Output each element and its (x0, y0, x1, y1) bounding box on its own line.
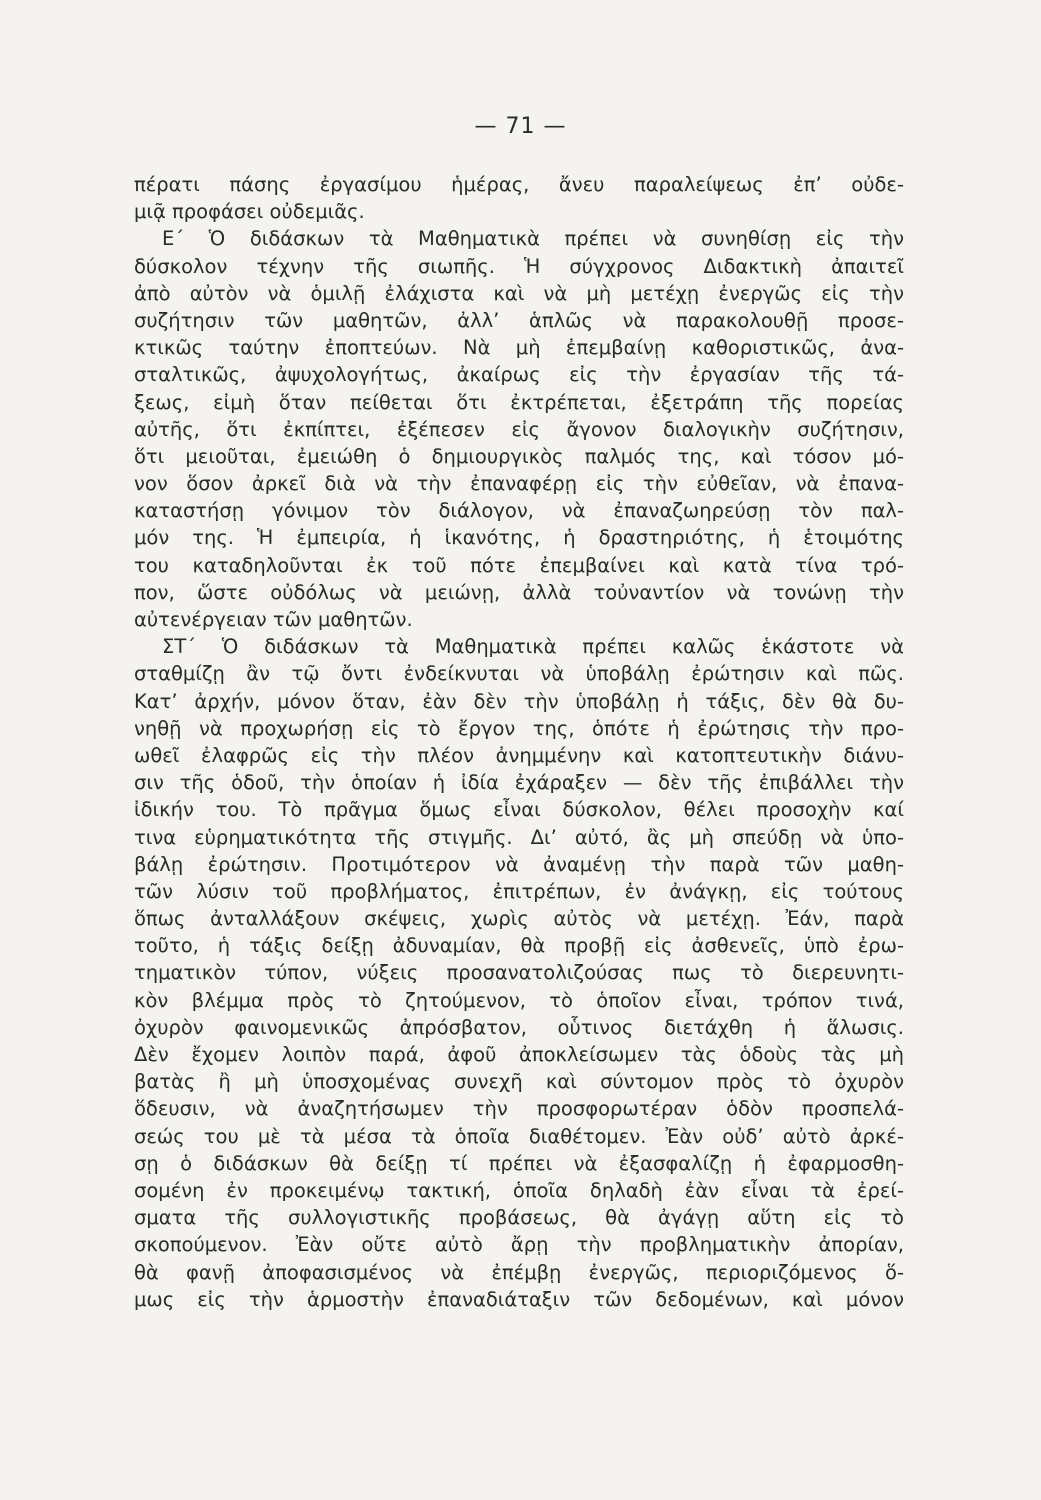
text-line: ἰδικήν του. Τὸ πρᾶγμα ὅμως εἶναι δύσκολον, θέλει προσοχὴν καί (134, 798, 904, 822)
text-line: τοῦτο, ἡ τάξις δείξῃ ἀδυναμίαν, θὰ προβῇ εἰς ἀσθενεῖς, ὑπὸ ἐρω- (134, 934, 904, 958)
text-line: μως εἰς τὴν ἁρμοστὴν ἐπαναδιάταξιν τῶν δεδομένων, καὶ μόνον (134, 1287, 904, 1311)
text-line: σματα τῆς συλλογιστικῆς προβάσεως, θὰ ἀγάγῃ αὕτη εἰς τὸ (134, 1206, 904, 1230)
text-line: πέρατι πάσης ἐργασίμου ἡμέρας, ἄνευ παραλείψεως ἐπ’ οὐδε- (134, 173, 904, 196)
text-line: σῃ ὁ διδάσκων θὰ δείξῃ τί πρέπει νὰ ἐξασφαλίζῃ ἡ ἐφαρμοσθη- (134, 1151, 904, 1175)
text-line: κὸν βλέμμα πρὸς τὸ ζητούμενον, τὸ ὁποῖον εἶναι, τρόπον τινά, (134, 988, 904, 1012)
text-line: πον, ὥστε οὐδόλως νὰ μειώνῃ, ἀλλὰ τοὐναντίον νὰ τονώνῃ τὴν (134, 580, 904, 604)
text-line: ἀπὸ αὐτὸν νὰ ὁμιλῇ ἐλάχιστα καὶ νὰ μὴ μετέχῃ ἐνεργῶς εἰς τὴν (134, 281, 904, 305)
text-line: τηματικὸν τύπον, νύξεις προσανατολιζούσας πως τὸ διερευνητι- (134, 961, 904, 985)
text-line: βατὰς ἢ μὴ ὑποσχομένας συνεχῆ καὶ σύντομον πρὸς τὸ ὀχυρὸν (134, 1070, 904, 1094)
text-line: καταστήσῃ γόνιμον τὸν διάλογον, νὰ ἐπαναζωηρεύσῃ τὸν παλ- (134, 499, 904, 523)
page-number: — 71 — (474, 114, 567, 139)
text-line: σταλτικῶς, ἀψυχολογήτως, ἀκαίρως εἰς τὴν ἐργασίαν τῆς τά- (134, 363, 904, 387)
paragraph-first-line: ΣΤ΄ Ὁ διδάσκων τὰ Μαθηματικὰ πρέπει καλῶς ἑκάστοτε νὰ (162, 635, 904, 659)
text-line: ὅπως ἀνταλλάξουν σκέψεις, χωρὶς αὐτὸς νὰ μετέχῃ. Ἐάν, παρὰ (134, 907, 904, 931)
text-line: Δὲν ἔχομεν λοιπὸν παρά, ἀφοῦ ἀποκλείσωμεν τὰς ὁδοὺς τὰς μὴ (134, 1043, 904, 1066)
text-line: σκοπούμενον. Ἐὰν οὔτε αὐτὸ ἄρῃ τὴν προβληματικὴν ἀπορίαν, (134, 1233, 904, 1257)
text-line: νον ὅσον ἀρκεῖ διὰ νὰ τὴν ἐπαναφέρῃ εἰς τὴν εὐθεῖαν, νὰ ἐπανα- (134, 472, 904, 496)
paragraph-first-line: Ε΄ Ὁ διδάσκων τὰ Μαθηματικὰ πρέπει νὰ συνηθίσῃ εἰς τὴν (162, 227, 904, 251)
text-line: ὀχυρὸν φαινομενικῶς ἀπρόσβατον, οὗτινος διετάχθη ἡ ἅλωσις. (134, 1015, 904, 1039)
text-line: συζήτησιν τῶν μαθητῶν, ἀλλ’ ἁπλῶς νὰ παρακολουθῇ προσε- (134, 308, 904, 332)
text-line: σταθμίζῃ ἂν τῷ ὄντι ἐνδείκνυται νὰ ὑποβάλῃ ἐρώτησιν καὶ πῶς. (134, 662, 904, 686)
text-line: σιν τῆς ὁδοῦ, τὴν ὁποίαν ἡ ἰδία ἐχάραξεν — δὲν τῆς ἐπιβάλλει τὴν (134, 771, 904, 795)
text-line: του καταδηλοῦνται ἐκ τοῦ πότε ἐπεμβαίνει καὶ κατὰ τίνα τρό- (134, 553, 904, 577)
text-line: μόν της. Ἡ ἐμπειρία, ἡ ἱκανότης, ἡ δραστηριότης, ἡ ἑτοιμότης (134, 526, 904, 550)
text-line: τῶν λύσιν τοῦ προβλήματος, ἐπιτρέπων, ἐν ἀνάγκῃ, εἰς τούτους (134, 879, 904, 903)
text-line: αὐτενέργειαν τῶν μαθητῶν. (134, 608, 413, 631)
text-line: μιᾷ προφάσει οὐδεμιᾶς. (134, 200, 365, 224)
text-line: Κατ’ ἀρχήν, μόνον ὅταν, ἐὰν δὲν τὴν ὑποβάλῃ ἡ τάξις, δὲν θὰ δυ- (134, 689, 904, 713)
text-line: σεώς του μὲ τὰ μέσα τὰ ὁποῖα διαθέτομεν. Ἐὰν οὐδ’ αὐτὸ ἀρκέ- (134, 1124, 904, 1148)
text-line: βάλῃ ἐρώτησιν. Προτιμότερον νὰ ἀναμένῃ τὴν παρὰ τῶν μαθη- (134, 852, 904, 876)
body-text (134, 171, 904, 1313)
text-line: ὅδευσιν, νὰ ἀναζητήσωμεν τὴν προσφορωτέραν ὁδὸν προσπελά- (134, 1097, 904, 1121)
text-line: ὅτι μειοῦται, ἐμειώθη ὁ δημιουργικὸς παλμός της, καὶ τόσον μό- (134, 444, 904, 468)
text-line: δύσκολον τέχνην τῆς σιωπῆς. Ἡ σύγχρονος Διδακτικὴ ἀπαιτεῖ (134, 254, 904, 278)
text-line: ωθεῖ ἐλαφρῶς εἰς τὴν πλέον ἀνημμένην καὶ κατοπτευτικὴν διάνυ- (134, 743, 904, 767)
text-line: σομένη ἐν προκειμένῳ τακτική, ὁποῖα δηλαδὴ ἐὰν εἶναι τὰ ἐρεί- (134, 1178, 904, 1202)
text-line: κτικῶς ταύτην ἐποπτεύων. Νὰ μὴ ἐπεμβαίνῃ καθοριστικῶς, ἀνα- (134, 336, 904, 360)
text-line: ξεως, εἰμὴ ὅταν πείθεται ὅτι ἐκτρέπεται, ἐξετράπη τῆς πορείας (134, 390, 904, 414)
text-line: τινα εὑρηματικότητα τῆς στιγμῆς. Δι’ αὐτό, ἂς μὴ σπεύδῃ νὰ ὑπο- (134, 825, 904, 849)
text-line: θὰ φανῇ ἀποφασισμένος νὰ ἐπέμβῃ ἐνεργῶς, περιοριζόμενος ὅ- (134, 1260, 904, 1284)
text-line: νηθῇ νὰ προχωρήσῃ εἰς τὸ ἔργον της, ὁπότε ἡ ἐρώτησις τὴν προ- (134, 716, 904, 740)
text-line: αὐτῆς, ὅτι ἐκπίπτει, ἐξέπεσεν εἰς ἄγονον διαλογικὴν συζήτησιν, (134, 417, 904, 441)
